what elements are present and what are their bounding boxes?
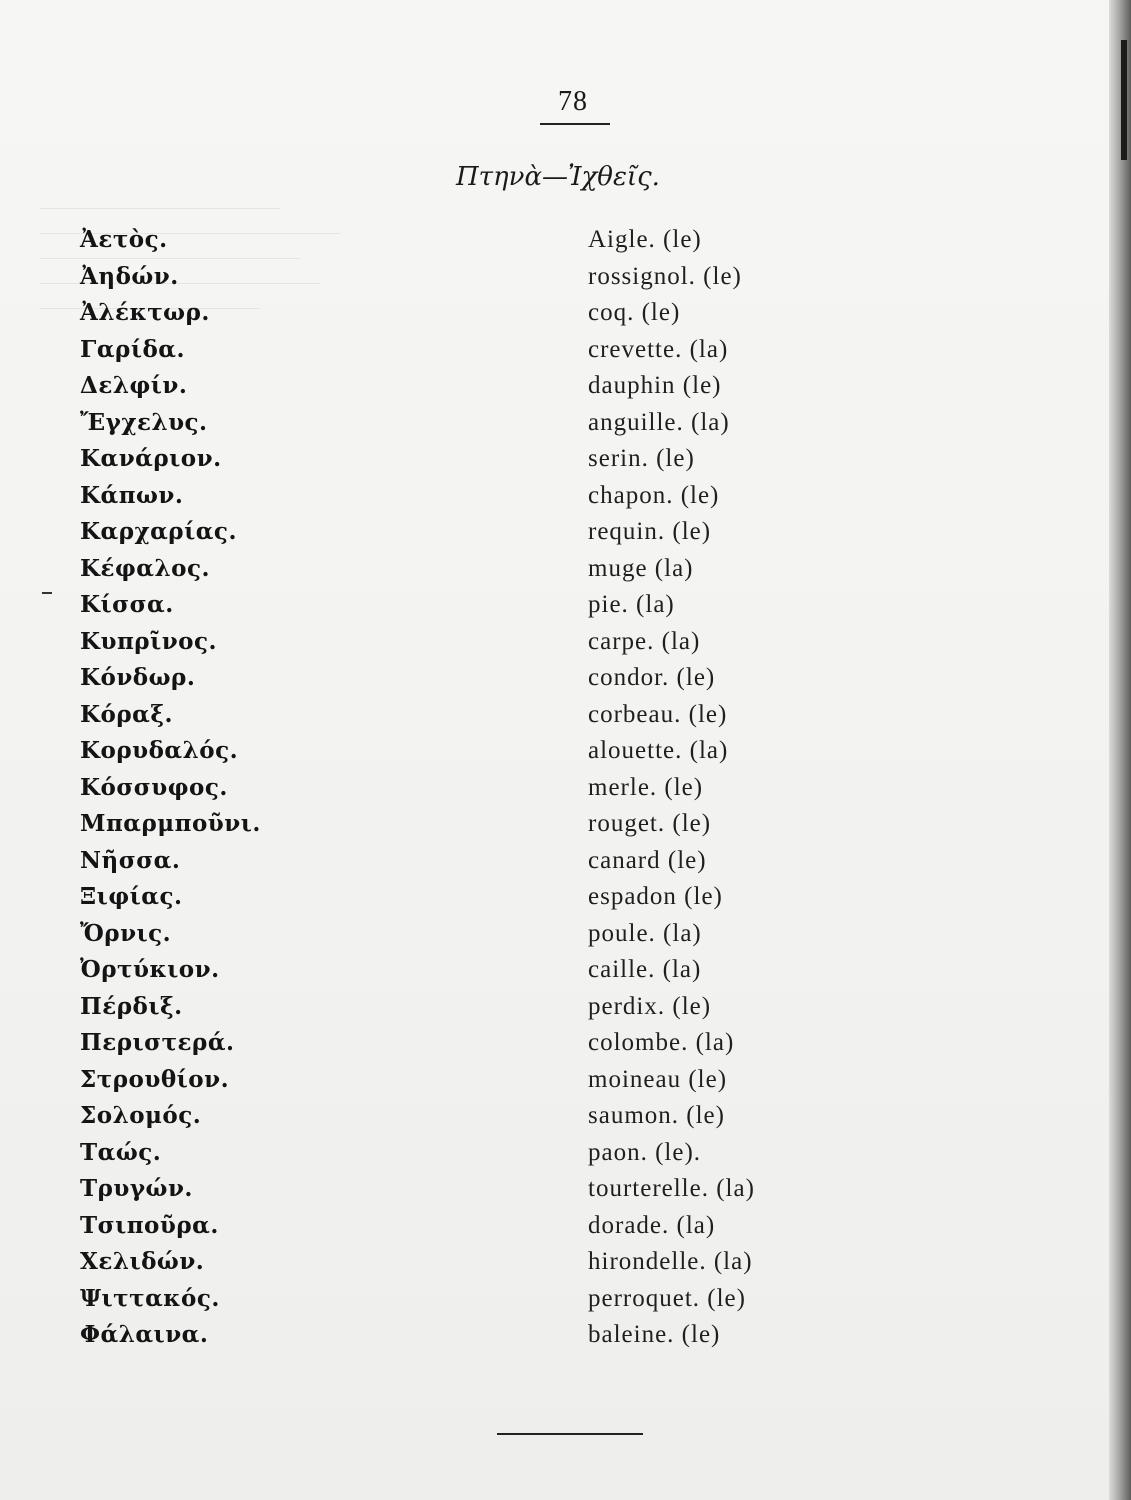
french-term: rouget. (le) xyxy=(588,810,712,837)
french-term: carpe. (la) xyxy=(588,627,701,655)
french-term: perroquet. (le) xyxy=(588,1284,746,1312)
french-term: caille. (la) xyxy=(588,956,702,983)
french-term: rossignol. (le) xyxy=(588,262,742,290)
french-term: baleine. (le) xyxy=(588,1321,721,1348)
french-term: merle. (le) xyxy=(588,773,704,801)
greek-term: Δελφίν. xyxy=(80,372,188,399)
greek-term: Κανάριον. xyxy=(80,445,222,472)
greek-term: Φάλαινα. xyxy=(80,1321,209,1348)
greek-term: Κόραξ. xyxy=(80,700,173,728)
page-number-underline xyxy=(540,123,610,125)
french-term: pie. (la) xyxy=(588,591,675,618)
french-term: canard (le) xyxy=(588,846,707,874)
french-term: muge (la) xyxy=(588,554,694,582)
greek-term: Τρυγών. xyxy=(80,1175,193,1202)
greek-term: Σολομός. xyxy=(80,1102,202,1129)
greek-column xyxy=(80,222,261,1354)
greek-term: Γαρίδα. xyxy=(80,335,186,363)
greek-term: Νῆσσα. xyxy=(80,846,181,874)
greek-term: Τσιποῦρα. xyxy=(80,1211,219,1239)
greek-term: Ταώς. xyxy=(80,1138,162,1166)
french-term: paon. (le). xyxy=(588,1138,702,1166)
french-term: requin. (le) xyxy=(588,518,712,545)
footer-rule xyxy=(497,1433,643,1435)
french-term: dauphin (le) xyxy=(588,372,722,399)
greek-term: Ὀρτύκιον. xyxy=(80,956,220,983)
page-number: 78 xyxy=(558,86,588,117)
french-term: espadon (le) xyxy=(588,883,723,910)
greek-term: Στρουθίον. xyxy=(80,1065,230,1093)
french-term: chapon. (le) xyxy=(588,481,720,509)
greek-term: Ἀηδών. xyxy=(80,262,179,290)
greek-term: Μπαρμποῦνι. xyxy=(80,810,261,837)
french-term: saumon. (le) xyxy=(588,1102,725,1129)
greek-term: Κόνδωρ. xyxy=(80,664,196,691)
french-term: moineau (le) xyxy=(588,1065,728,1093)
greek-term: Κέφαλος. xyxy=(80,554,210,582)
greek-term: Κυπρῖνος. xyxy=(80,627,218,655)
greek-term: Κορυδαλός. xyxy=(80,737,239,764)
french-term: hirondelle. (la) xyxy=(588,1248,753,1275)
greek-term: Ἀλέκτωρ. xyxy=(80,299,210,326)
page-binding-edge xyxy=(1109,0,1131,1500)
greek-term: Ὄρνις. xyxy=(80,919,172,947)
french-term: condor. (le) xyxy=(588,664,716,691)
greek-term: Περιστερά. xyxy=(80,1029,235,1056)
greek-term: Ἔγχελυς. xyxy=(80,408,208,436)
french-term: serin. (le) xyxy=(588,445,695,472)
french-term: alouette. (la) xyxy=(588,737,729,764)
greek-term: Ψιττακός. xyxy=(80,1284,220,1312)
french-column xyxy=(588,222,755,1354)
french-term: colombe. (la) xyxy=(588,1029,735,1056)
french-term: anguille. (la) xyxy=(588,408,730,436)
greek-term: Κίσσα. xyxy=(80,591,174,618)
section-heading: Πτηνὰ—Ἰχθεῖς. xyxy=(456,162,660,192)
french-term: poule. (la) xyxy=(588,919,702,947)
margin-dash-mark xyxy=(42,592,52,594)
greek-term: Χελιδών. xyxy=(80,1248,205,1275)
french-term: dorade. (la) xyxy=(588,1211,716,1239)
greek-term: Κόσσυφος. xyxy=(80,773,228,801)
greek-term: Καρχαρίας. xyxy=(80,518,237,545)
french-term: tourterelle. (la) xyxy=(588,1175,755,1202)
greek-term: Πέρδιξ. xyxy=(80,992,183,1020)
greek-term: Ξιφίας. xyxy=(80,883,183,910)
french-term: corbeau. (le) xyxy=(588,700,728,728)
greek-term: Κάπων. xyxy=(80,481,184,509)
french-term: crevette. (la) xyxy=(588,335,729,363)
french-term: Aigle. (le) xyxy=(588,226,702,253)
greek-term: Ἀετὸς. xyxy=(80,226,168,253)
french-term: coq. (le) xyxy=(588,299,681,326)
french-term: perdix. (le) xyxy=(588,992,712,1020)
